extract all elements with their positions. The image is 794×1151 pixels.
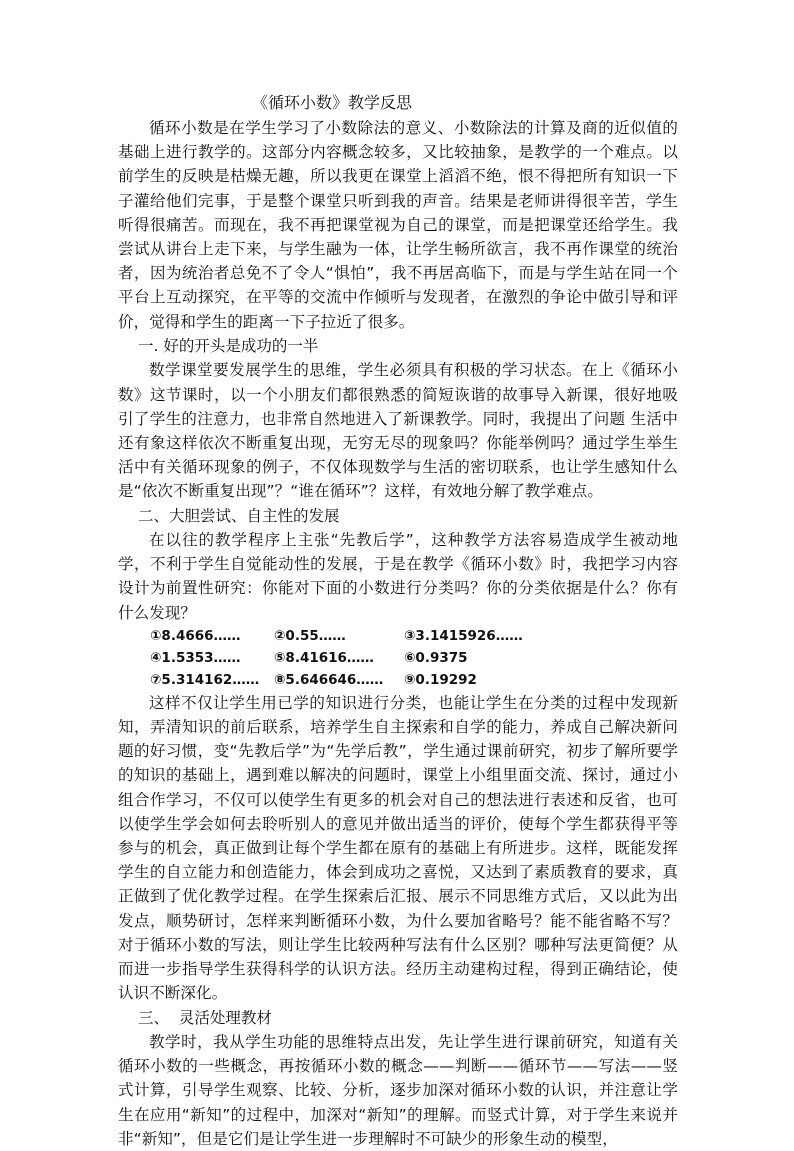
decimal-item: ①8.4666…… — [150, 627, 241, 644]
section-3-heading: 三、 灵活处理教材 — [138, 1008, 272, 1027]
decimal-list-table — [150, 625, 564, 691]
section-2-heading: 二、大胆尝试、自主性的发展 — [138, 506, 340, 525]
decimal-row — [150, 625, 564, 647]
section-2-paragraph: 在以往的教学程序上主张“先教后学”，这种教学方法容易造成学生被动地学，不利于学生自觉能动性的发展，于是在教学《循环小数》时，我把学习内容设计为前置性研究：你能对下面的小数进行分类吗？你的分类依据是什么？你有什么发现？ — [118, 531, 678, 622]
decimal-item: ⑦5.314162…… — [150, 671, 260, 688]
decimal-row — [150, 647, 564, 669]
document-page — [118, 90, 678, 1151]
decimal-item: ⑤8.41616…… — [274, 649, 374, 666]
section-2-paragraph-continued: 这样不仅让学生用已学的知识进行分类，也能让学生在分类的过程中发现新知，弄清知识的前后联系，培养学生自主探索和自学的能力，养成自己解决新问题的好习惯，变“先教后学”为“先学后教”，学生通过课前研究，初步了解所要学的知识的基础上，遇到难以解决的问题时，课堂上小组里面交流、探讨，通过小组合作学习，不仅可以使学生有更多的机会对自己的想法进行表述和反省，也可以使学生学会如何去聆听别人的意见并做出适当的评价，使每个学生都获得平等参与的机会，真正做到让每个学生都在原有的基础上有所进步。这样，既能发挥学生的自立能力和创造能力，体会到成功之喜悦，又达到了素质教育的要求，真正做到了优化教学过程。在学生探索后汇报、展示不同思维方式后，又以此为出发点，顺势研讨，怎样来判断循环小数，为什么要加省略号？能不能省略不写？对于循环小数的写法，则让学生比较两种写法有什么区别？哪种写法更简便？从而进一步指导学生获得科学的认识方法。经历主动建构过程，得到正确结论，使认识不断深化。 — [118, 693, 678, 1003]
document-title: 《循环小数》教学反思 — [252, 93, 413, 112]
decimal-item: ③3.1415926…… — [404, 627, 523, 644]
section-1-heading: 一. 好的开头是成功的一半 — [138, 336, 319, 355]
section-1-paragraph: 数学课堂要发展学生的思维，学生必须具有积极的学习状态。在上《循环小数》这节课时，以一个小朋友们都很熟悉的简短诙谐的故事导入新课，很好地吸引了学生的注意力，也非常自然地进入了新课教学。同时，我提出了问题 生活中还有象这样依次不断重复出现，无穷无尽的现象吗？你能举例吗？通过学生举生活中有关循环现象的例子，不仅体现数学与生活的密切联系，也让学生感知什么是“依次不断重复出现”？“谁在循环”？这样，有效地分解了教学难点。 — [118, 361, 678, 501]
section-3-paragraph: 教学时，我从学生功能的思维特点出发，先让学生进行课前研究，知道有关循环小数的一些概念，再按循环小数的概念——判断——循环节——写法——竖式计算，引导学生观察、比较、分析，逐步加深对循环小数的认识，并注意让学生在应用“新知”的过程中，加深对“新知”的理解。而竖式计算，对于学生来说并非“新知”，但是它们是让学生进一步理解时不可缺少的形象生动的模型， — [118, 1033, 678, 1148]
decimal-row — [150, 669, 564, 691]
decimal-item: ④1.5353…… — [150, 649, 241, 666]
intro-paragraph: 循环小数是在学生学习了小数除法的意义、小数除法的计算及商的近似值的基础上进行教学的。这部分内容概念较多，又比较抽象，是教学的一个难点。以前学生的反映是枯燥无趣，所以我更在课堂上滔滔不绝，恨不得把所有知识一下子灌给他们完事，于是整个课堂只听到我的声音。结果是老师讲得很辛苦，学生听得很痛苦。而现在，我不再把课堂视为自己的课堂，而是把课堂还给学生。我尝试从讲台上走下来，与学生融为一体，让学生畅所欲言，我不再作课堂的统治者，因为统治者总免不了令人“惧怕”，我不再居高临下，而是与学生站在同一个平台上互动探究，在平等的交流中作倾听与发现者，在激烈的争论中做引导和评价，觉得和学生的距离一下子拉近了很多。 — [118, 119, 678, 331]
decimal-item: ⑥0.9375 — [404, 649, 468, 666]
decimal-item: ②0.55…… — [274, 627, 346, 644]
decimal-item: ⑨0.19292 — [404, 671, 477, 688]
decimal-item: ⑧5.646646…… — [274, 671, 384, 688]
